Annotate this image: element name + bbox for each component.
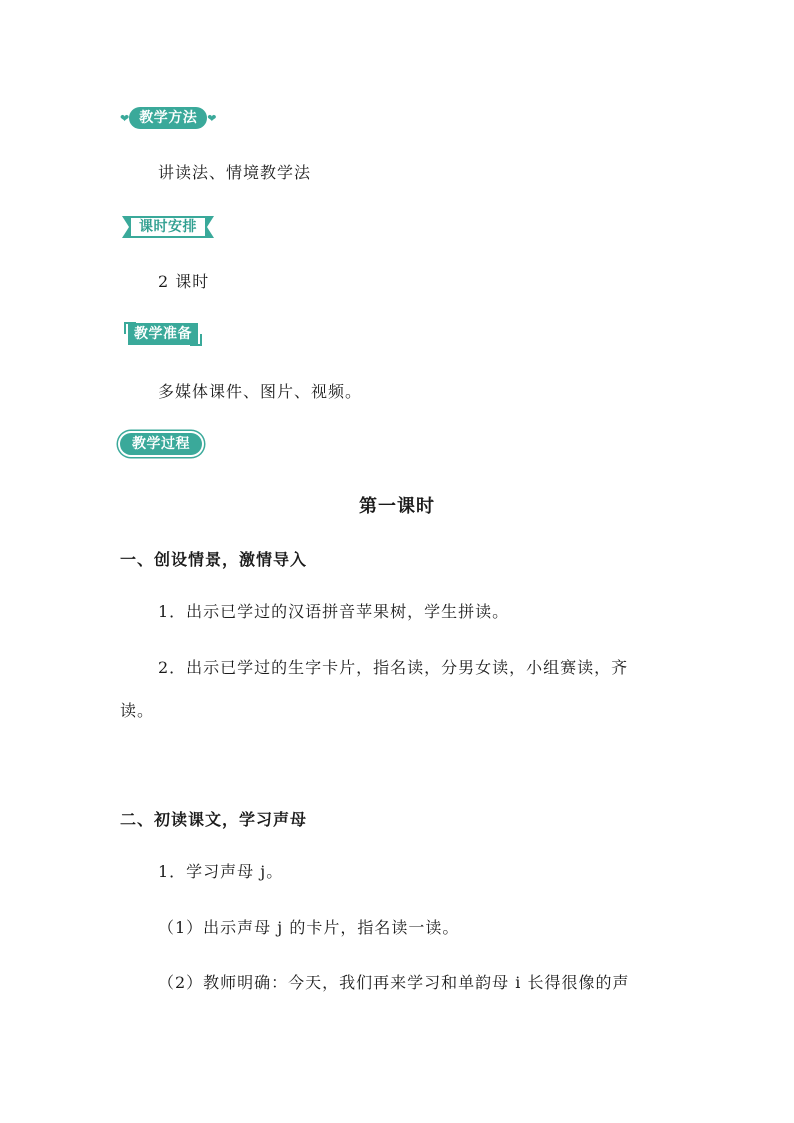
bracket-top-left: [124, 322, 136, 334]
ribbon-right-tail: [207, 216, 214, 238]
bracket-bottom-right: [190, 334, 202, 346]
part2-sub2: （2）教师明确：今天，我们再来学习和单韵母 i 长得很像的声: [158, 973, 630, 992]
process-label: 教学过程: [120, 433, 202, 455]
part2-heading: 二、初读课文，学习声母: [120, 810, 308, 829]
schedule-text: 2 课时: [158, 272, 210, 291]
teaching-method-badge: [120, 104, 216, 132]
part1-item2-line2: 读。: [120, 701, 155, 720]
schedule-badge: [122, 213, 214, 241]
heart-left-icon: ❤: [120, 111, 130, 125]
teaching-method-label: 教学方法: [129, 107, 207, 129]
lesson-title: 第一课时: [359, 496, 435, 517]
part1-heading: 一、创设情景，激情导入: [120, 550, 308, 569]
part2-sub1: （1）出示声母 j 的卡片，指名读一读。: [158, 918, 460, 937]
part2-item1: 1．学习声母 j。: [158, 862, 284, 881]
part1-item2-line1: 2．出示已学过的生字卡片，指名读，分男女读，小组赛读，齐: [158, 658, 629, 677]
preparation-label-text: 教学准备: [134, 326, 192, 342]
heart-right-icon: ❤: [207, 111, 217, 125]
teaching-method-text: 讲读法、情境教学法: [158, 163, 312, 182]
part1-item1: 1．出示已学过的汉语拼音苹果树，学生拼读。: [158, 602, 510, 621]
schedule-label: 课时安排: [129, 216, 207, 238]
process-badge: [120, 430, 202, 458]
ribbon-left-tail: [122, 216, 129, 238]
preparation-text: 多媒体课件、图片、视频。: [158, 382, 363, 401]
preparation-label: [128, 323, 198, 345]
preparation-badge: [128, 320, 198, 348]
